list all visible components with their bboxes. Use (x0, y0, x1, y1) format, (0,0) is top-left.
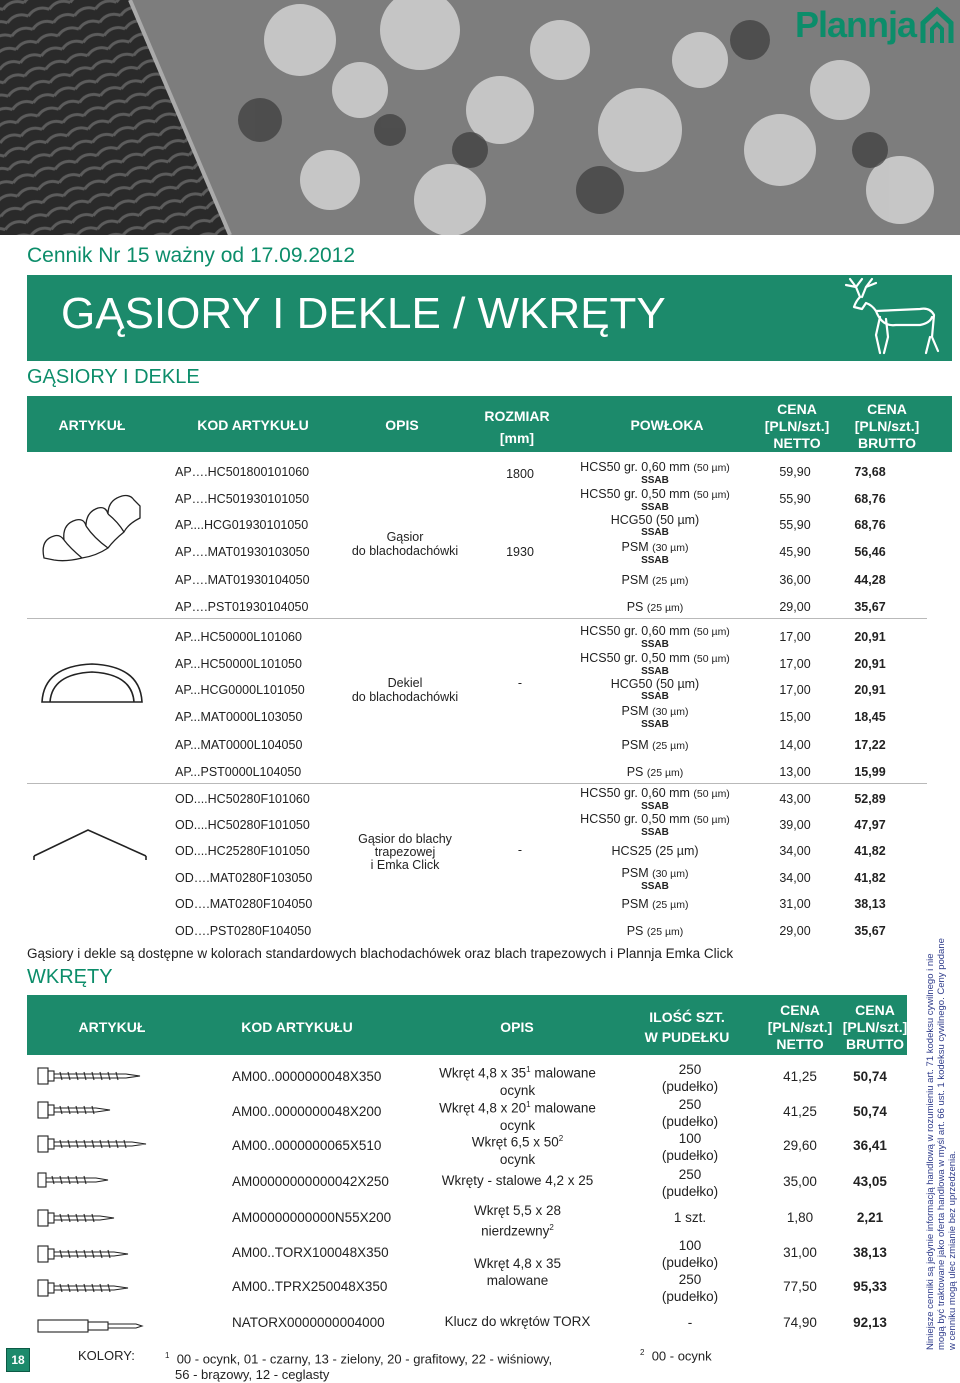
kod-cell: AP...HCG0000L101050 (175, 683, 305, 697)
house-icon (920, 5, 954, 45)
netto-cell: 34,00 (779, 844, 811, 858)
coating-cell: PS (25 µm) (626, 600, 684, 614)
netto-cell: 29,60 (783, 1138, 817, 1153)
rozmiar-cell: - (517, 676, 523, 690)
netto-cell: 17,00 (779, 683, 811, 697)
roof-photo (0, 0, 960, 235)
coating-cell: PSM (30 µm) SSAB (621, 866, 689, 892)
netto-cell: 17,00 (779, 630, 811, 644)
netto-cell: 34,00 (779, 871, 811, 885)
brutto-cell: 92,13 (853, 1315, 887, 1330)
validity-text: Cennik Nr 15 ważny od 17.09.2012 (27, 244, 356, 267)
col-artykul: ARTYKUŁ (58, 417, 126, 433)
coating-cell: PSM (30 µm) SSAB (621, 704, 689, 730)
col-kod: KOD ARTYKUŁU (241, 1019, 353, 1035)
kolory-legend-2: $^2$ 00 - ocynk (640, 1348, 712, 1364)
col-powloka: POWŁOKA (630, 417, 704, 433)
kod-cell: AP...HC50000L101050 (175, 657, 302, 671)
qty-cell: 250 (pudełko) (661, 1272, 719, 1304)
col-cena-brutto: CENA (855, 1002, 895, 1018)
page-number: 18 (6, 1348, 30, 1372)
divider (27, 618, 927, 619)
brutto-cell: 38,13 (854, 897, 886, 911)
netto-cell: 41,25 (783, 1069, 817, 1084)
netto-cell: 77,50 (783, 1279, 817, 1294)
brutto-cell: 95,33 (853, 1279, 887, 1294)
brutto-cell: 20,91 (854, 683, 886, 697)
netto-cell: 29,00 (779, 600, 811, 614)
rozmiar-cell: 1800 (506, 467, 534, 481)
kod-cell: AP….MAT01930103050 (175, 545, 310, 559)
logo-text: Plannja (794, 4, 916, 45)
brutto-cell: 2,21 (856, 1210, 884, 1225)
plannja-logo (795, 4, 954, 46)
col-kod: KOD ARTYKUŁU (197, 417, 309, 433)
kod-cell: AM00..0000000048X350 (232, 1069, 382, 1084)
col-cena-netto-unit: [PLN/szt.] (764, 418, 830, 434)
brutto-cell: 73,68 (854, 465, 886, 479)
opis-cell: Wkręty - stalowe 4,2 x 25 (441, 1173, 594, 1188)
rozmiar-cell: - (517, 843, 523, 857)
col-cena-netto: CENA (777, 401, 817, 417)
section-title-wkrety: WKRĘTY (27, 966, 113, 988)
brutto-cell: 43,05 (853, 1174, 887, 1189)
brutto-cell: 41,82 (854, 844, 886, 858)
col-ilosc2: W PUDEŁKU (644, 1029, 730, 1045)
table-header-gasiory (27, 396, 952, 452)
qty-cell: 250 (pudełko) (661, 1167, 719, 1199)
brutto-cell: 44,28 (854, 573, 886, 587)
kod-cell: OD….MAT0280F103050 (175, 871, 313, 885)
kod-cell: AP….PST01930104050 (175, 600, 309, 614)
netto-cell: 36,00 (779, 573, 811, 587)
kod-cell: OD….MAT0280F104050 (175, 897, 313, 911)
opis-cell: Dekiel (387, 676, 423, 690)
col-rozmiar-unit: [mm] (499, 430, 535, 446)
col-cena-netto-unit: [PLN/szt.] (767, 1019, 833, 1035)
rozmiar-cell: 1930 (506, 545, 534, 559)
col-cena-brutto-unit: [PLN/szt.] (842, 1019, 908, 1035)
coating-cell: HCS50 gr. 0,60 mm (50 µm) SSAB (580, 786, 730, 812)
col-cena-brutto: CENA (867, 401, 907, 417)
opis-cell: Klucz do wkrętów TORX (444, 1314, 591, 1329)
netto-cell: 74,90 (783, 1315, 817, 1330)
opis-cell: i Emka Click (370, 858, 440, 872)
netto-cell: 55,90 (779, 492, 811, 506)
brutto-cell: 18,45 (854, 710, 886, 724)
coating-cell: HCS50 gr. 0,60 mm (50 µm) SSAB (580, 460, 730, 486)
opis-cell: do blachodachówki (351, 690, 459, 704)
netto-cell: 41,25 (783, 1104, 817, 1119)
netto-cell: 1,80 (786, 1210, 814, 1225)
coating-cell: PS (25 µm) (626, 765, 684, 779)
qty-cell: 250 (pudełko) (661, 1062, 719, 1094)
netto-cell: 14,00 (779, 738, 811, 752)
col-ilosc: ILOŚĆ SZT. (649, 1009, 725, 1025)
divider (27, 783, 927, 784)
qty-cell: 1 szt. (673, 1210, 707, 1225)
brutto-cell: 56,46 (854, 545, 886, 559)
kod-cell: NATORX0000000004000 (232, 1315, 385, 1330)
netto-cell: 39,00 (779, 818, 811, 832)
kod-cell: AM00000000000N55X200 (232, 1210, 392, 1225)
brutto-cell: 38,13 (853, 1245, 887, 1260)
kod-cell: OD....HC50280F101060 (175, 792, 310, 806)
col-rozmiar: ROZMIAR (484, 408, 550, 424)
netto-cell: 55,90 (779, 518, 811, 532)
kod-cell: AM00..TORX100048X350 (232, 1245, 389, 1260)
coating-cell: PSM (25 µm) (621, 738, 689, 752)
brutto-cell: 17,22 (854, 738, 886, 752)
kolory-label: KOLORY: (78, 1348, 135, 1363)
deer-icon (836, 277, 946, 359)
brutto-cell: 20,91 (854, 657, 886, 671)
coating-cell: HCS25 (25 µm) (611, 844, 699, 858)
brutto-cell: 50,74 (853, 1104, 887, 1119)
qty-cell: 250 (pudełko) (661, 1097, 719, 1129)
col-artykul: ARTYKUŁ (78, 1019, 146, 1035)
page-title: GĄSIORY I DEKLE / WKRĘTY (61, 289, 666, 338)
coating-cell: PSM (25 µm) (621, 897, 689, 911)
kod-cell: AP...MAT0000L103050 (175, 710, 303, 724)
qty-cell: - (687, 1315, 693, 1330)
brutto-cell: 15,99 (854, 765, 886, 779)
netto-cell: 31,00 (783, 1245, 817, 1260)
screws-drawing (36, 1064, 154, 1344)
netto-cell: 43,00 (779, 792, 811, 806)
table-header-wkrety (27, 995, 907, 1055)
availability-note: Gąsiory i dekle są dostępne w kolorach standardowych blachodachówek oraz blach trapezowych i Plannja Emka Click (27, 946, 734, 961)
kod-cell: AM00000000000042X250 (232, 1174, 389, 1189)
brutto-cell: 50,74 (853, 1069, 887, 1084)
netto-cell: 31,00 (779, 897, 811, 911)
col-brutto: BRUTTO (845, 1036, 905, 1052)
kod-cell: OD....HC50280F101050 (175, 818, 310, 832)
coating-cell: HCS50 gr. 0,50 mm (50 µm) SSAB (580, 651, 730, 677)
kod-cell: OD....HC25280F101050 (175, 844, 310, 858)
legal-side-note (925, 930, 960, 1350)
legal-text: Niniejsze cenniki są jedynie informacją handlową w rozumieniu art. 71 kodeksu cywilnego i nie mogą być traktowane jako oferta handlowa w myśl art. 66 ust. 1 kodeksu cywilnego. Ceny podane w cenniku mogą ulec zmianie bez uprzedzenia. (925, 938, 958, 1350)
brutto-cell: 35,67 (854, 600, 886, 614)
coating-cell: PSM (25 µm) (621, 573, 689, 587)
col-opis: OPIS (500, 1019, 534, 1035)
gasior-drawing (34, 488, 149, 566)
kod-cell: AP….HC501930101050 (175, 492, 310, 506)
brutto-cell: 35,67 (854, 924, 886, 938)
coating-cell: PSM (30 µm) SSAB (621, 540, 689, 566)
kod-cell: AP...PST0000L104050 (175, 765, 302, 779)
netto-cell: 29,00 (779, 924, 811, 938)
kod-cell: AP...HC50000L101060 (175, 630, 302, 644)
coating-cell: HCS50 gr. 0,60 mm (50 µm) SSAB (580, 624, 730, 650)
opis-cell: Wkręt 4,8 x 35 malowane (473, 1256, 562, 1288)
netto-cell: 45,90 (779, 545, 811, 559)
gasior-trapez-drawing (30, 826, 150, 860)
coating-cell: HCG50 (50 µm) SSAB (610, 513, 700, 538)
brutto-cell: 68,76 (854, 492, 886, 506)
brutto-cell: 68,76 (854, 518, 886, 532)
opis-cell: Gąsior (386, 530, 424, 544)
kod-cell: AM00..0000000065X510 (232, 1138, 382, 1153)
kod-cell: AP….HC501800101060 (175, 465, 310, 479)
kod-cell: AP….MAT01930104050 (175, 573, 310, 587)
brutto-cell: 47,97 (854, 818, 886, 832)
brutto-cell: 20,91 (854, 630, 886, 644)
kod-cell: AM00..TPRX250048X350 (232, 1279, 388, 1294)
brutto-cell: 36,41 (853, 1138, 887, 1153)
col-opis: OPIS (385, 417, 419, 433)
col-netto: NETTO (773, 435, 821, 451)
section-title-gasiory: GĄSIORY I DEKLE (27, 366, 200, 388)
kod-cell: AP....HCG01930101050 (175, 518, 309, 532)
opis-cell: Wkręt 4,8 x $35^1$ malowane ocynk (439, 1065, 596, 1098)
coating-cell: HCS50 gr. 0,50 mm (50 µm) SSAB (580, 487, 730, 513)
netto-cell: 35,00 (783, 1174, 817, 1189)
opis-cell: Gąsior do blachy (358, 832, 452, 846)
opis-cell: trapezowej (374, 845, 436, 859)
col-cena-brutto-unit: [PLN/szt.] (854, 418, 920, 434)
kod-cell: OD….PST0280F104050 (175, 924, 312, 938)
netto-cell: 17,00 (779, 657, 811, 671)
dekiel-drawing (36, 660, 148, 710)
brutto-cell: 41,82 (854, 871, 886, 885)
opis-cell: Wkręt 4,8 x $20^1$ malowane ocynk (439, 1100, 596, 1133)
kod-cell: AP...MAT0000L104050 (175, 738, 303, 752)
col-brutto: BRUTTO (857, 435, 917, 451)
netto-cell: 15,00 (779, 710, 811, 724)
qty-cell: 100 (pudełko) (661, 1131, 719, 1163)
brutto-cell: 52,89 (854, 792, 886, 806)
coating-cell: HCG50 (50 µm) SSAB (610, 677, 700, 702)
netto-cell: 13,00 (779, 765, 811, 779)
kolory-legend: $^1$ 00 - ocynk, 01 - czarny, 13 - zielony, 20 - grafitowy, 22 - wiśniowy, 56 - brązowy, 12 - ceglasty (165, 1351, 553, 1383)
qty-cell: 100 (pudełko) (661, 1238, 719, 1270)
coating-cell: PS (25 µm) (626, 924, 684, 938)
opis-cell: do blachodachówki (351, 544, 459, 558)
col-netto: NETTO (776, 1036, 824, 1052)
kod-cell: AM00..0000000048X200 (232, 1104, 382, 1119)
opis-cell: Wkręt 5,5 x 28 nierdzewny$^2$ (473, 1203, 562, 1239)
netto-cell: 59,90 (779, 465, 811, 479)
col-cena-netto: CENA (780, 1002, 820, 1018)
title-banner (27, 275, 952, 361)
opis-cell: Wkręt 6,5 x $50^2$ ocynk (471, 1134, 564, 1167)
coating-cell: HCS50 gr. 0,50 mm (50 µm) SSAB (580, 812, 730, 838)
